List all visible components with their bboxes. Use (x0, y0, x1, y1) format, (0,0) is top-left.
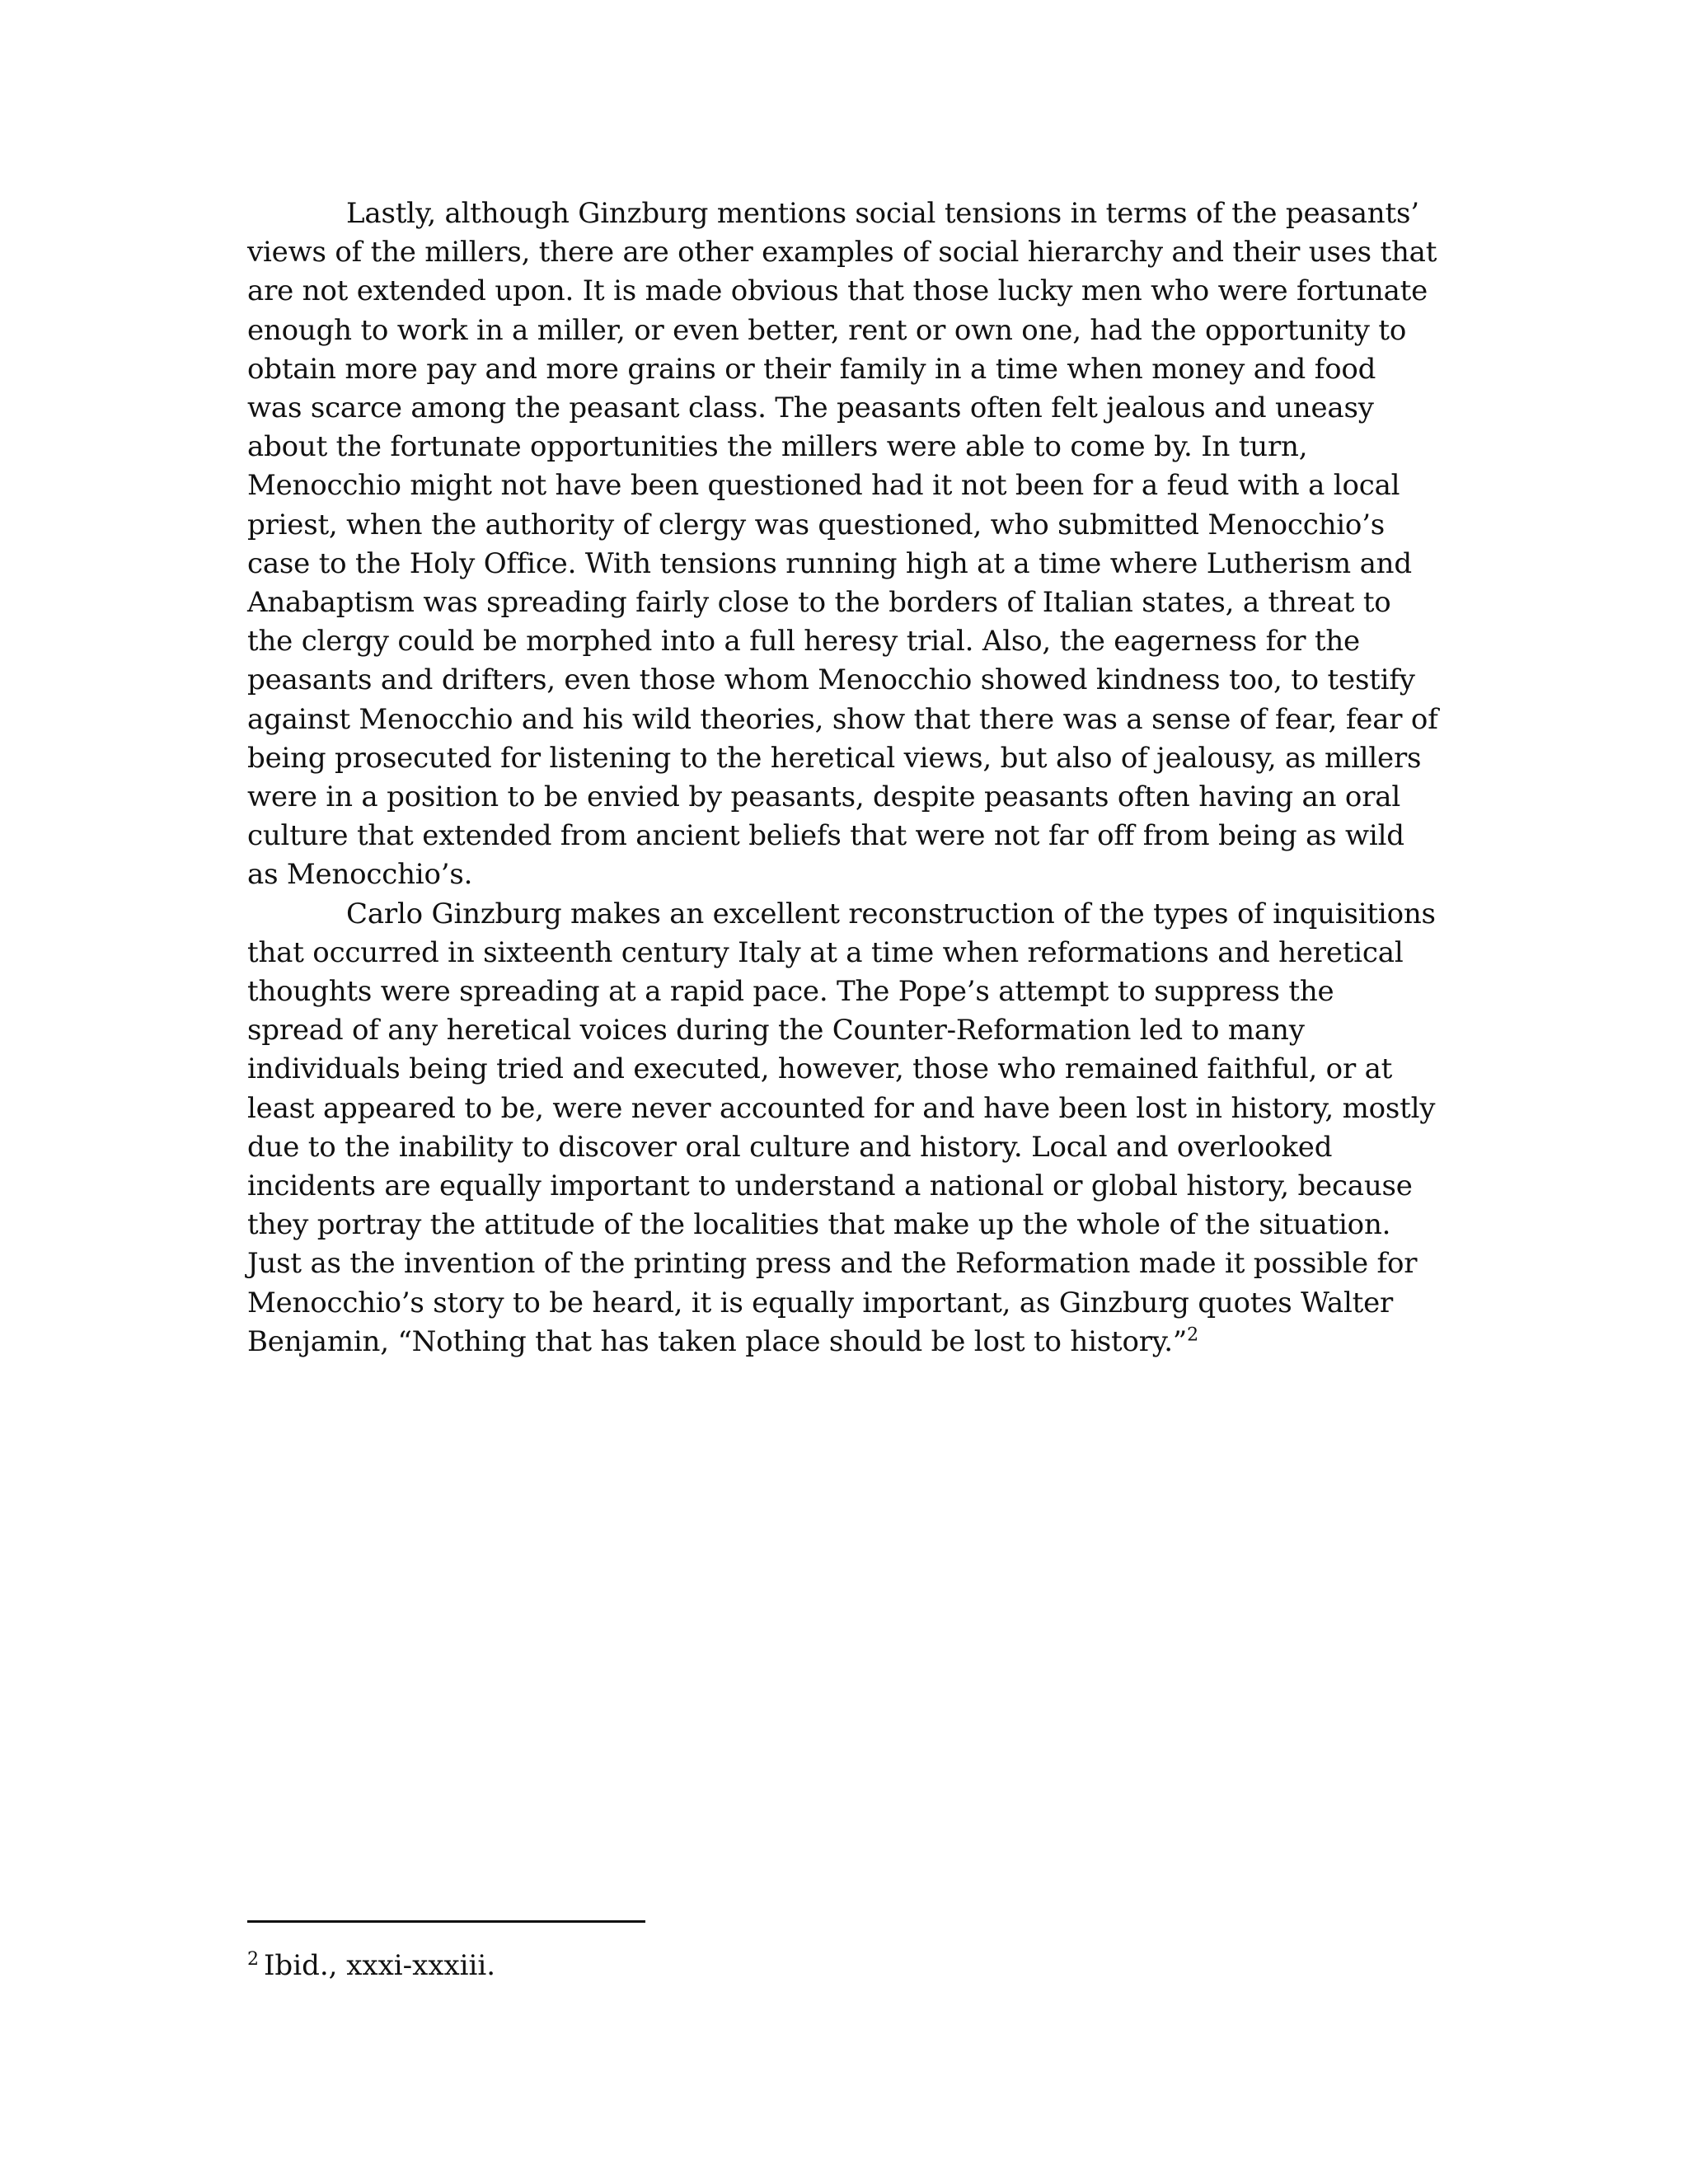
footnote-separator (247, 1920, 645, 1923)
paragraph-text: Lastly, although Ginzburg mentions social tensions in terms of the peasants’ views of the millers, there are other examples of social hierarchy and their uses that are not extended upon. It is made obvious that those lucky men who were fortunate enough to work in a miller, or even better, rent or own one, had the opportunity to obtain more pay and more grains or their family in a time when money and food was scarce among the peasant class. The peasants often felt jealous and uneasy about the fortunate opportunities the millers were able to come by. In turn, Menocchio might not have been questioned had it not been for a feud with a local priest, when the authority of clergy was questioned, who submitted Menocchio’s case to the Holy Office. With tensions running high at a time where Lutherism and Anabaptism was spreading fairly close to the borders of Italian states, a threat to the clergy could be morphed into a full heresy trial. Also, the eagerness for the peasants and drifters, even those whom Menocchio showed kindness too, to testify against Menocchio and his wild theories, show that there was a sense of fear, fear of being prosecuted for listening to the heretical views, but also of jealousy, as millers were in a position to be envied by peasants, despite peasants often having an oral culture that extended from ancient beliefs that were not far off from being as wild as Menocchio’s. (247, 197, 1438, 892)
footnote-number: 2 (247, 1948, 259, 1970)
footnote-text: Ibid., xxxi-xxxiii. (264, 1949, 496, 1982)
body-text (247, 194, 1438, 1361)
footnote-reference[interactable]: 2 (1187, 1324, 1198, 1346)
footnote (247, 1947, 495, 1984)
paragraph-text: Carlo Ginzburg makes an excellent reconstruction of the types of inquisitions that occurred in sixteenth century Italy at a time when reformations and heretical thoughts were spreading at a rapid pace. The Pope’s attempt to suppress the spread of any heretical voices during the Counter-Reformation led to many individuals being tried and executed, however, those who remained faithful, or at least appeared to be, were never accounted for and have been lost in history, mostly due to the inability to discover oral culture and history. Local and overlooked incidents are equally important to understand a national or global history, because they portray the attitude of the localities that make up the whole of the situation. Just as the invention of the printing press and the Reformation made it possible for Menocchio’s story to be heard, it is equally important, as Ginzburg quotes Walter Benjamin, “Nothing that has taken place should be lost to history.” (247, 897, 1436, 1358)
paragraph-social-tensions (247, 194, 1438, 895)
paragraph-conclusion (247, 895, 1438, 1361)
